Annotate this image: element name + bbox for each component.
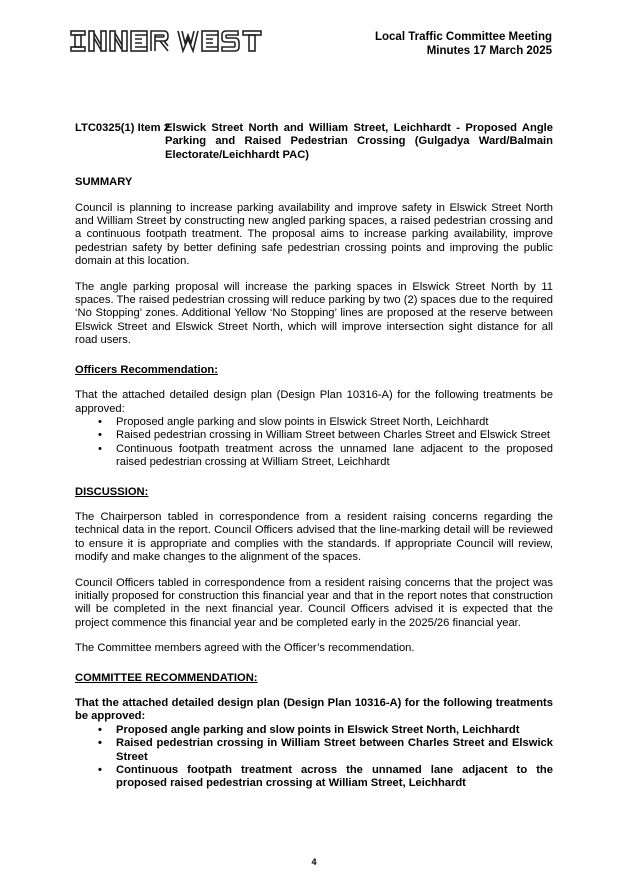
logo-letter-n2 (110, 31, 127, 51)
bullet-icon: • (98, 764, 102, 777)
summary-paragraph-2: The angle parking proposal will increase the parking spaces in Elswick Street North by 11 spaces. The raised pedestrian crossing will reduce parking by two (2) spaces due to the required ‘No Stopping’ zones. Additional Yellow ‘No Stopping’ lines are proposed at the reserve between Elswick Street and Elswick Street North, which will improve intersection sight distance for all road users. (75, 280, 554, 347)
logo-letter-r (151, 31, 168, 51)
committee-recommendation-intro: That the attached detailed design plan (Design Plan 10316-A) for the following treatments be approved: (75, 697, 553, 723)
minutes-body (75, 122, 553, 791)
bullet-icon: • (98, 442, 102, 455)
logo-letter-n (89, 31, 106, 51)
logo-letter-s (222, 31, 239, 51)
committee-recommendation-list (75, 724, 553, 791)
list-item: • Continuous footpath treatment across the unnamed lane adjacent to the proposed raised pedestrian crossing at William Street, Leichhardt (98, 764, 553, 790)
discussion-paragraph-3: The Committee members agreed with the Officer’s recommendation. (75, 642, 415, 655)
bullet-icon: • (98, 723, 102, 736)
bullet-icon: • (98, 737, 102, 750)
list-item: • Proposed angle parking and slow points in Elswick Street North, Leichhardt (98, 415, 489, 428)
logo-letter-e2 (202, 31, 218, 51)
logo-letter-w (178, 31, 198, 51)
meeting-title: Local Traffic Committee Meeting (374, 31, 552, 43)
summary-heading: SUMMARY (75, 176, 133, 189)
list-item: • Continuous footpath treatment across the unnamed lane adjacent to the proposed raised pedestrian crossing at William Street, Leichhardt (98, 442, 553, 469)
list-item: • Raised pedestrian crossing in William Street between Charles Street and Elswick Street (98, 737, 553, 763)
bullet-icon: • (98, 429, 102, 442)
meeting-date: Minutes 17 March 2025 (426, 45, 552, 57)
discussion-heading: DISCUSSION: (75, 485, 149, 498)
discussion-paragraph-2: Council Officers tabled in correspondence from a resident raising concerns that the project was initially proposed for construction this financial year and that in the report notes that construction will be completed in the next financial year. Council Officers advised it is expected that the project commence this financial year and be completed early in the 2025/26 financial year. (75, 576, 553, 629)
logo-letter-i (71, 31, 85, 51)
item-code: LTC0325(1) Item 2 (75, 122, 170, 134)
item-heading (75, 122, 553, 162)
officers-recommendation-heading: Officers Recommendation: (75, 363, 218, 376)
officers-recommendation-intro: That the attached detailed design plan (Design Plan 10316-A) for the following treatments be approved: (75, 389, 553, 415)
list-item: • Proposed angle parking and slow points in Elswick Street North, Leichhardt (98, 723, 520, 736)
bullet-icon: • (98, 415, 102, 428)
item-title: Elswick Street North and William Street, Leichhardt - Proposed Angle Parking and Raised Pedestrian Crossing (Gulgadya Ward/Balmain Electorate/Leichhardt PAC) (165, 122, 553, 161)
officers-recommendation-list (75, 416, 553, 470)
summary-paragraph-1: Council is planning to increase parking availability and improve safety in Elswick Street North and William Street by constructing new angled parking spaces, a raised pedestrian crossing and a continuous footpath treatment. The proposal aims to increase parking availability, improve pedestrian safety by better defining safe pedestrian crossing points and improving the public domain at this location. (75, 201, 553, 268)
page-number: 4 (311, 857, 317, 867)
logo-letter-t (243, 31, 261, 51)
discussion-paragraph-1: The Chairperson tabled in correspondence from a resident raising concerns regarding the technical data in the report. Council Officers advised that the line-marking detail will be reviewed to ensure it is appropriate and complies with the standards. If appropriate Council will review, modify and make changes to the alignment of the spaces. (75, 510, 553, 564)
inner-west-logo (70, 29, 270, 58)
meeting-header (375, 30, 552, 58)
logo-letter-e (131, 31, 147, 51)
committee-recommendation-heading: COMMITTEE RECOMMENDATION: (75, 671, 258, 684)
list-item: • Raised pedestrian crossing in William Street between Charles Street and Elswick Street (98, 429, 551, 442)
